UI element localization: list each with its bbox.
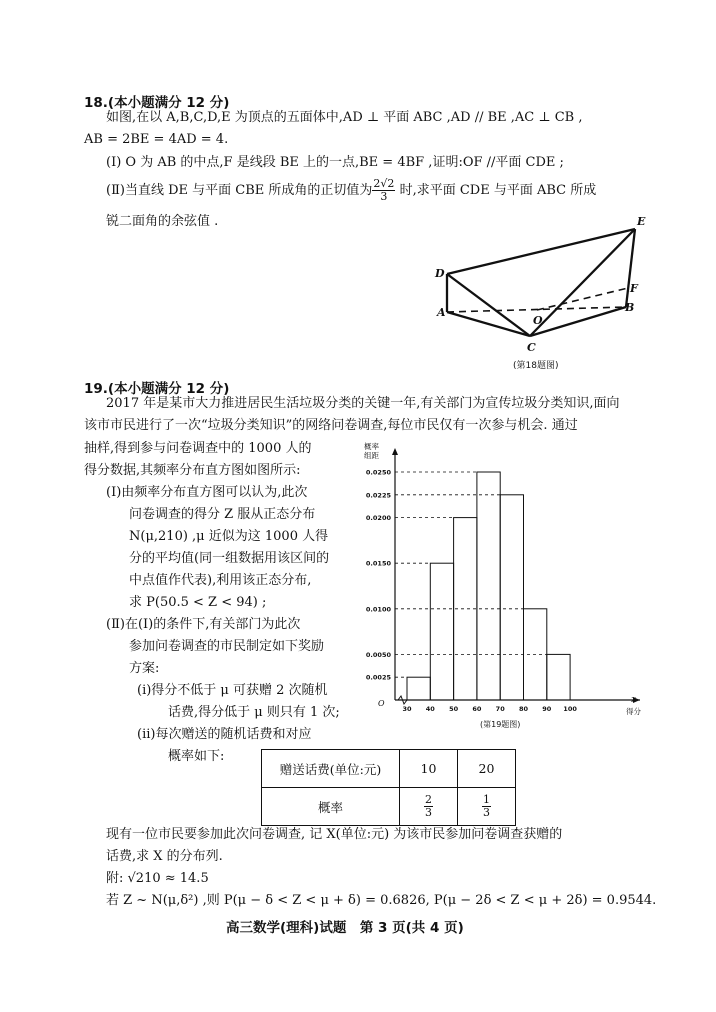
- x-tick-label: 70: [495, 705, 505, 713]
- edge-AC: [447, 312, 530, 336]
- q19-intro4: 得分数据,其频率分布直方图如图所示:: [84, 463, 301, 478]
- q19-p2-7: 概率如下:: [168, 749, 225, 764]
- histogram-bars: [407, 472, 570, 700]
- y-tick-label: 0.0100: [365, 605, 391, 614]
- table-header-cell: 赠送话费(单位:元): [262, 750, 400, 788]
- q19-intro3: 抽样,得到参与问卷调查中的 1000 人的: [84, 441, 312, 456]
- q19-p2-1: (Ⅱ)在(Ⅰ)的条件下,有关部门为此次: [106, 617, 301, 632]
- label-F: F: [630, 282, 638, 295]
- table-value-cell: 20: [458, 750, 516, 788]
- q18-tangent-fraction: [372, 178, 395, 203]
- table-label-cell: 概率: [262, 788, 400, 826]
- y-axis-label-top: 概率: [364, 442, 379, 451]
- q19-note1: 附: √210 ≈ 14.5: [106, 871, 209, 886]
- prob-fraction: [482, 794, 491, 819]
- q19-p2-3: 方案:: [129, 661, 160, 676]
- x-tick-label: 90: [542, 705, 552, 713]
- label-E: E: [637, 215, 646, 228]
- x-tick-label: 40: [425, 705, 435, 713]
- q19-p2-6: (ⅱ)每次赠送的随机话费和对应: [137, 727, 312, 742]
- histogram-bar: [477, 472, 500, 700]
- x-tick-label: 30: [402, 705, 412, 713]
- fraction-denominator: 3: [483, 806, 490, 819]
- label-D: D: [435, 267, 445, 280]
- q18-caption: (第18题图): [513, 361, 559, 371]
- q19-p2-4: (ⅰ)得分不低于 μ 可获赠 2 次随机: [137, 683, 328, 698]
- edge-OF-dashed: [537, 288, 628, 310]
- fraction-numerator: 2√2: [373, 177, 395, 190]
- q19-histogram: [350, 440, 650, 735]
- fraction-numerator: 2: [425, 793, 432, 806]
- q18-part2-line2: 锐二面角的余弦值 .: [106, 214, 219, 229]
- q19-after1: 现有一位市民要参加此次问卷调查, 记 X(单位:元) 为该市民参加问卷调查获赠的: [106, 827, 563, 842]
- label-B: B: [625, 301, 635, 314]
- y-tick-label: 0.0225: [365, 491, 391, 500]
- table-row: [262, 750, 516, 788]
- table-value-cell: 10: [400, 750, 458, 788]
- fraction-denominator: 3: [425, 806, 432, 819]
- label-O: O: [533, 314, 543, 327]
- histogram-axes: [392, 448, 640, 704]
- histogram-bar: [500, 495, 523, 700]
- table-row: [262, 788, 516, 826]
- q19-note2: 若 Z ~ N(μ,δ²) ,则 P(μ − δ < Z < μ + δ) = 0.6826, P(μ − 2δ < Z < μ + 2δ) = 0.9544.: [106, 893, 657, 908]
- edge-EB: [626, 229, 635, 307]
- histogram-bar: [407, 677, 430, 700]
- q19-after2: 话费,求 X 的分布列.: [106, 849, 223, 864]
- q18-line2: AB = 2BE = 4AD = 4.: [84, 132, 229, 147]
- q19-p1-4: 分的平均值(同一组数据用该区间的: [129, 551, 330, 566]
- label-A: A: [437, 306, 446, 319]
- y-tick-label: 0.0250: [365, 468, 391, 477]
- q18-part2: [106, 178, 596, 203]
- origin-label: O: [378, 699, 385, 708]
- y-tick-label: 0.0025: [365, 673, 391, 682]
- histogram-bar: [430, 563, 453, 700]
- q19-intro1: 2017 年是某市大力推进居民生活垃圾分类的关键一年,有关部门为宣传垃圾分类知识,面向: [106, 396, 620, 411]
- q19-p1-2: 问卷调查的得分 Z 服从正态分布: [129, 507, 316, 522]
- x-axis-label: z: [631, 695, 636, 705]
- q18-part1: (Ⅰ) O 为 AB 的中点,F 是线段 BE 上的一点,BE = 4BF ,证明:OF //平面 CDE ;: [106, 155, 564, 170]
- q18-line1: 如图,在以 A,B,C,D,E 为顶点的五面体中,AD ⊥ 平面 ABC ,AD // BE ,AC ⊥ CB ,: [106, 110, 583, 125]
- fraction-denominator: 3: [380, 190, 388, 203]
- q19-intro2: 该市市民进行了一次“垃圾分类知识”的网络问卷调查,每位市民仅有一次参与机会. 通过: [84, 418, 578, 433]
- page-footer: 高三数学(理科)试题 第 3 页(共 4 页): [226, 920, 464, 936]
- q19-p1-3: N(μ,210) ,μ 近似为这 1000 人得: [129, 529, 329, 544]
- y-tick-label: 0.0150: [365, 559, 391, 568]
- histogram-y-ticks: [366, 469, 392, 682]
- x-tick-label: 80: [518, 705, 529, 713]
- y-tick-label: 0.0050: [365, 650, 391, 659]
- fraction-numerator: 1: [483, 793, 490, 806]
- q19-caption: (第19题图): [480, 720, 521, 729]
- x-tick-label: 100: [563, 705, 577, 713]
- q19-p2-5: 话费,得分低于 μ 则只有 1 次;: [168, 705, 340, 720]
- x-tick-label: 50: [449, 705, 459, 713]
- q18-figure: [425, 212, 655, 372]
- y-tick-label: 0.0200: [365, 514, 391, 523]
- x-tick-label: 60: [472, 705, 482, 713]
- histogram-guides: [395, 472, 547, 677]
- q19-p2-2: 参加问卷调查的市民制定如下奖励: [129, 639, 325, 654]
- edge-DE: [447, 229, 635, 274]
- histogram-x-ticks: [402, 705, 577, 713]
- q19-p1-6: 求 P(50.5 < Z < 94) ;: [129, 595, 267, 610]
- prize-probability-table: [261, 749, 516, 826]
- y-axis-arrow: [392, 448, 398, 455]
- q19-header: 19.(本小题满分 12 分): [84, 381, 230, 397]
- label-C: C: [527, 341, 536, 354]
- table-prob-cell: [458, 788, 516, 826]
- q18-part2-pre: (Ⅱ)当直线 DE 与平面 CBE 所成角的正切值为: [106, 183, 373, 198]
- edge-AB-dashed: [447, 307, 626, 312]
- q18-part2-post: 时,求平面 CDE 与平面 ABC 所成: [399, 183, 597, 198]
- q19-p1-5: 中点值作代表),利用该正态分布,: [129, 573, 312, 588]
- q18-header: 18.(本小题满分 12 分): [84, 95, 230, 111]
- y-axis-label-bottom: 组距: [364, 451, 379, 460]
- edge-DC: [447, 274, 530, 336]
- q19-p1-1: (Ⅰ)由频率分布直方图可以认为,此次: [106, 485, 308, 500]
- prob-fraction: [424, 794, 433, 819]
- x-axis-unit: 得分: [626, 707, 641, 716]
- table-prob-cell: [400, 788, 458, 826]
- histogram-bar: [547, 654, 570, 700]
